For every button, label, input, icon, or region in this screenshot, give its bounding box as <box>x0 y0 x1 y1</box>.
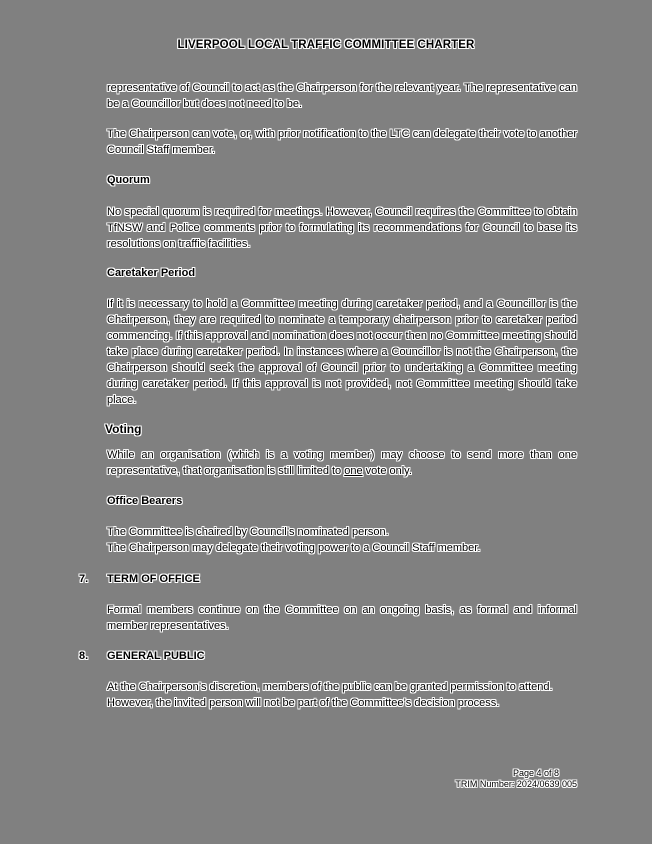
paragraph-quorum: No special quorum is required for meetings. However, Council requires the Committee to obtain TfNSW and Police comments prior to formulating its recommendations for Council to base its resolutions on traffic facilities. <box>107 206 577 250</box>
section-title-term-of-office: TERM OF OFFICE <box>107 573 200 585</box>
heading-general-public <box>79 648 205 664</box>
voting-underlined-one: one <box>344 465 363 477</box>
voting-text-after: vote only. <box>362 465 412 477</box>
office-bearers-line-2: The Chairperson may delegate their voting power to a Council Staff member. <box>107 542 481 554</box>
heading-office-bearers: Office Bearers <box>107 495 183 507</box>
heading-voting: Voting <box>105 422 142 436</box>
office-bearers-line-1: The Committee is chaired by Council’s nominated person. <box>107 526 389 538</box>
paragraph-chair-vote: The Chairperson can vote, or, with prior notification to the LTC can delegate their vote to another Council Staff member. <box>107 128 577 156</box>
document-title: LIVERPOOL LOCAL TRAFFIC COMMITTEE CHARTER <box>177 39 475 51</box>
page-footer <box>455 768 577 790</box>
paragraph-representative: representative of Council to act as the Chairperson for the relevant year. The representative can be a Councillor but does not need to be. <box>107 82 577 110</box>
paragraph-term-of-office: Formal members continue on the Committee on an ongoing basis, as formal and informal member representatives. <box>107 604 577 632</box>
section-number-7: 7. <box>79 573 89 585</box>
heading-caretaker-period: Caretaker Period <box>107 267 196 279</box>
heading-term-of-office <box>79 571 200 587</box>
section-title-general-public: GENERAL PUBLIC <box>107 650 205 662</box>
page-number: Page 4 of 8 <box>512 768 559 778</box>
heading-quorum: Quorum <box>107 174 150 186</box>
paragraph-office-bearers <box>107 524 577 556</box>
paragraph-caretaker-period: If it is necessary to hold a Committee meeting during caretaker period, and a Councillor is the Chairperson, they are required to nominate a temporary chairperson prior to caretaker period commencing. If this approval and nomination does not occur then no Committee meeting should take place during caretaker period. In instances where a Councillor is not the Chairperson, the Chairperson should seek the approval of Council prior to undertaking a Committee meeting during caretaker period. If this approval is not provided, not Committee meeting should take place. <box>107 298 577 406</box>
voting-text-before: While an organisation (which is a voting member) may choose to send more than one representative, that organisation is still limited to <box>107 449 577 477</box>
trim-number: TRIM Number: 2024/0639 005 <box>455 779 577 789</box>
section-number-8: 8. <box>79 650 89 662</box>
paragraph-voting <box>107 447 577 479</box>
paragraph-general-public: At the Chairperson’s discretion, members of the public can be granted permission to attend. However, the invited person will not be part of the Committee’s decision process. <box>107 681 553 709</box>
